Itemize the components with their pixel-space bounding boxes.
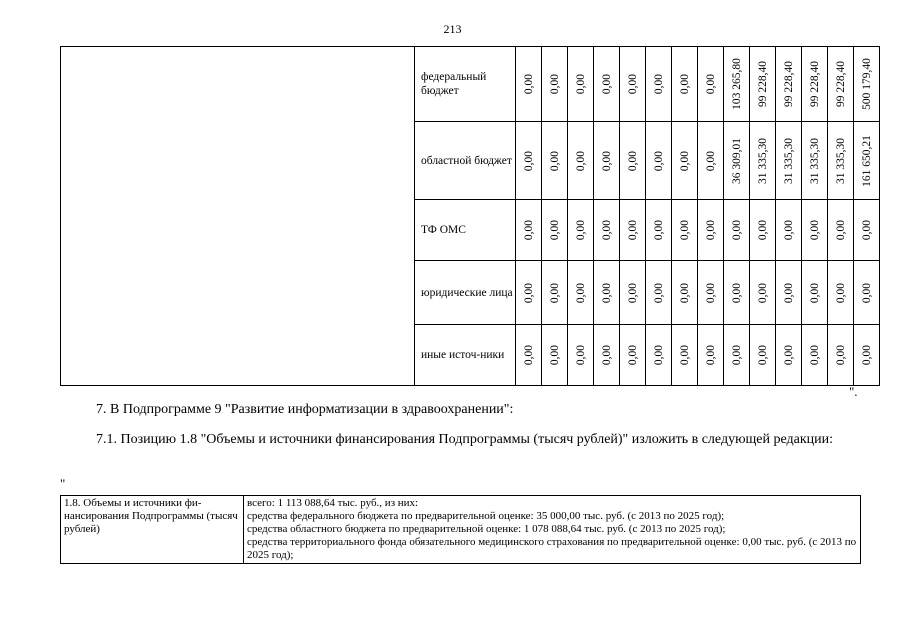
empty-cell — [61, 47, 415, 386]
funding-value-cell — [776, 47, 802, 122]
closing-quote: ". — [849, 384, 858, 399]
funding-value: 0,00 — [574, 150, 587, 171]
funding-value-cell — [594, 261, 620, 325]
funding-value-cell — [672, 200, 698, 261]
funding-source: федеральный бюджет — [415, 47, 516, 122]
funding-value-cell — [802, 47, 828, 122]
funding-value: 0,00 — [574, 282, 587, 303]
funding-value: 0,00 — [704, 73, 717, 95]
funding-value: 0,00 — [600, 73, 613, 95]
funding-value-cell — [542, 122, 568, 200]
position-label: 1.8. Объемы и источники фи-нансирования Подпрограммы (тысяч рублей) — [61, 496, 244, 564]
position-line-total: всего: 1 113 088,64 тыс. руб., из них: — [247, 497, 419, 509]
funding-value: 0,00 — [860, 344, 873, 366]
funding-value: 0,00 — [678, 150, 691, 171]
page-number: 213 — [443, 22, 462, 36]
funding-table-body — [61, 47, 880, 386]
funding-value: 0,00 — [522, 150, 535, 171]
opening-quote: " — [60, 476, 66, 491]
funding-value-cell — [620, 200, 646, 261]
paragraph-subprogram-9: 7. В Подпрограмме 9 "Развитие информатизации в здравоохранении": — [96, 402, 514, 417]
funding-value: 0,00 — [678, 282, 691, 303]
funding-value-cell — [672, 47, 698, 122]
funding-value-cell — [594, 200, 620, 261]
funding-value: 31 335,30 — [756, 137, 769, 184]
funding-value: 36 309,01 — [730, 137, 743, 184]
funding-value: 0,00 — [782, 344, 795, 366]
funding-value-cell — [542, 261, 568, 325]
funding-value-cell — [750, 200, 776, 261]
funding-value-cell — [828, 261, 854, 325]
funding-value-cell — [620, 47, 646, 122]
funding-value: 0,00 — [652, 282, 665, 303]
funding-value: 0,00 — [522, 282, 535, 303]
funding-value: 0,00 — [756, 219, 769, 241]
funding-value: 0,00 — [756, 344, 769, 366]
funding-value-cell — [594, 325, 620, 386]
funding-value: 0,00 — [652, 73, 665, 95]
funding-value-cell — [776, 200, 802, 261]
funding-value-cell — [516, 122, 542, 200]
funding-value: 31 335,30 — [808, 137, 821, 184]
funding-value: 0,00 — [574, 219, 587, 241]
funding-value: 0,00 — [704, 219, 717, 241]
funding-value: 0,00 — [678, 219, 691, 241]
funding-value: 0,00 — [574, 73, 587, 95]
funding-value: 0,00 — [652, 344, 665, 366]
funding-value-cell — [854, 200, 880, 261]
funding-value: 0,00 — [548, 73, 561, 95]
funding-value: 103 265,80 — [730, 58, 743, 110]
funding-value: 0,00 — [860, 282, 873, 303]
funding-value-cell — [620, 261, 646, 325]
funding-value-cell — [724, 200, 750, 261]
funding-value: 0,00 — [548, 150, 561, 171]
funding-value-cell — [828, 122, 854, 200]
funding-value: 99 228,40 — [834, 61, 847, 107]
funding-value: 99 228,40 — [782, 61, 795, 107]
funding-value: 0,00 — [626, 150, 639, 171]
funding-value-cell — [802, 122, 828, 200]
funding-value-cell — [698, 325, 724, 386]
funding-value: 0,00 — [704, 344, 717, 366]
funding-value-cell — [646, 122, 672, 200]
funding-value: 0,00 — [808, 219, 821, 241]
funding-value-cell — [698, 200, 724, 261]
funding-value: 0,00 — [782, 282, 795, 303]
position-content — [244, 496, 861, 564]
funding-value-cell — [802, 261, 828, 325]
funding-value: 0,00 — [626, 219, 639, 241]
funding-value: 0,00 — [704, 282, 717, 303]
funding-value-cell — [516, 200, 542, 261]
funding-value-cell — [802, 200, 828, 261]
funding-value: 0,00 — [808, 282, 821, 303]
funding-value: 0,00 — [652, 150, 665, 171]
funding-source: иные источ-ники — [415, 325, 516, 386]
funding-source: ТФ ОМС — [415, 200, 516, 261]
funding-value-cell — [750, 325, 776, 386]
funding-value: 0,00 — [522, 344, 535, 366]
funding-table — [60, 46, 880, 386]
funding-value: 500 179,40 — [860, 58, 873, 110]
funding-value-cell — [516, 261, 542, 325]
funding-value-cell — [620, 325, 646, 386]
paragraph-position-1-8: 7.1. Позицию 1.8 "Объемы и источники финансирования Подпрограммы (тысяч рублей)" изложить в следующей редакции: — [96, 432, 834, 447]
funding-value: 0,00 — [548, 282, 561, 303]
funding-value: 0,00 — [756, 282, 769, 303]
funding-value: 0,00 — [548, 219, 561, 241]
funding-value: 99 228,40 — [808, 61, 821, 107]
funding-value: 0,00 — [834, 344, 847, 366]
funding-value: 0,00 — [626, 344, 639, 366]
funding-value-cell — [568, 261, 594, 325]
funding-value-cell — [854, 47, 880, 122]
funding-value-cell — [802, 325, 828, 386]
funding-value-cell — [854, 122, 880, 200]
funding-value: 0,00 — [600, 344, 613, 366]
funding-value-cell — [828, 47, 854, 122]
funding-value-cell — [698, 261, 724, 325]
funding-value-cell — [594, 122, 620, 200]
funding-value-cell — [542, 325, 568, 386]
funding-value: 0,00 — [730, 282, 743, 303]
funding-value-cell — [568, 47, 594, 122]
funding-value: 0,00 — [808, 344, 821, 366]
funding-value: 0,00 — [834, 282, 847, 303]
funding-value: 161 650,21 — [860, 134, 873, 187]
funding-value: 0,00 — [600, 282, 613, 303]
funding-value: 0,00 — [678, 344, 691, 366]
funding-value-cell — [750, 261, 776, 325]
funding-value-cell — [516, 325, 542, 386]
position-line-tfoms: средства территориального фонда обязательного медицинского страхования по предварительной оценке: 0,00 тыс. руб. (с 2013 по 2025 год); — [247, 536, 857, 561]
funding-value-cell — [698, 47, 724, 122]
funding-value-cell — [776, 261, 802, 325]
funding-value-cell — [750, 47, 776, 122]
funding-value-cell — [854, 325, 880, 386]
funding-value-cell — [516, 47, 542, 122]
funding-value: 0,00 — [600, 219, 613, 241]
funding-value-cell — [646, 261, 672, 325]
funding-value: 0,00 — [730, 219, 743, 241]
funding-value-cell — [672, 261, 698, 325]
funding-value: 0,00 — [652, 219, 665, 241]
funding-value-cell — [724, 122, 750, 200]
funding-value: 0,00 — [574, 344, 587, 366]
funding-value: 0,00 — [834, 219, 847, 241]
funding-value: 0,00 — [626, 73, 639, 95]
funding-value-cell — [542, 200, 568, 261]
funding-value: 99 228,40 — [756, 61, 769, 107]
funding-source: юридические лица — [415, 261, 516, 325]
funding-value-cell — [698, 122, 724, 200]
position-table — [60, 495, 861, 564]
funding-value-cell — [828, 200, 854, 261]
funding-value: 0,00 — [678, 73, 691, 95]
funding-value: 0,00 — [522, 219, 535, 241]
funding-value: 0,00 — [548, 344, 561, 366]
funding-value-cell — [672, 122, 698, 200]
funding-value-cell — [724, 325, 750, 386]
funding-value-cell — [646, 47, 672, 122]
funding-value: 0,00 — [730, 344, 743, 366]
funding-value: 0,00 — [782, 219, 795, 241]
funding-value-cell — [646, 325, 672, 386]
funding-row — [61, 47, 880, 122]
funding-value-cell — [568, 325, 594, 386]
funding-value-cell — [724, 261, 750, 325]
funding-value-cell — [750, 122, 776, 200]
funding-value-cell — [828, 325, 854, 386]
funding-value: 31 335,30 — [834, 137, 847, 184]
funding-value-cell — [568, 122, 594, 200]
position-line-regional: средства областного бюджета по предварительной оценке: 1 078 088,64 тыс. руб. (с 2013 по 2025 год); — [247, 523, 726, 535]
funding-value-cell — [646, 200, 672, 261]
funding-value-cell — [542, 47, 568, 122]
position-row — [61, 496, 861, 564]
funding-value: 0,00 — [522, 73, 535, 95]
funding-value: 0,00 — [860, 219, 873, 241]
funding-value: 0,00 — [600, 150, 613, 171]
funding-value: 0,00 — [626, 282, 639, 303]
funding-value: 31 335,30 — [782, 137, 795, 184]
funding-value-cell — [672, 325, 698, 386]
position-line-federal: средства федерального бюджета по предварительной оценке: 35 000,00 тыс. руб. (с 2013 по 2025 год); — [247, 510, 725, 522]
funding-value-cell — [620, 122, 646, 200]
funding-source: областной бюджет — [415, 122, 516, 200]
funding-value-cell — [776, 122, 802, 200]
funding-value-cell — [854, 261, 880, 325]
funding-value-cell — [568, 200, 594, 261]
funding-value: 0,00 — [704, 150, 717, 171]
funding-value-cell — [594, 47, 620, 122]
funding-value-cell — [724, 47, 750, 122]
funding-value-cell — [776, 325, 802, 386]
